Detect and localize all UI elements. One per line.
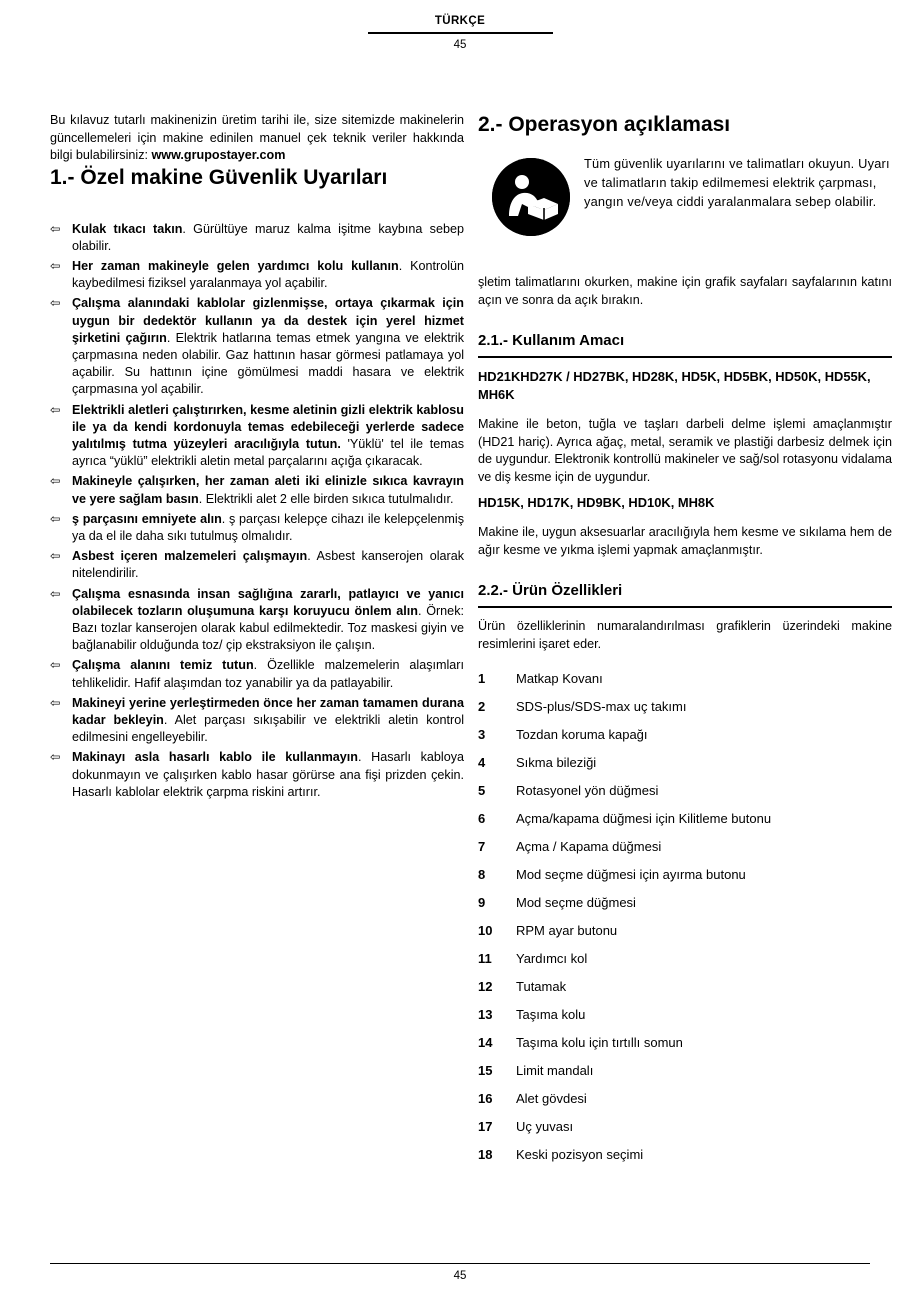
list-item [478,973,892,1001]
feature-label: Rotasyonel yön düğmesi [516,783,659,798]
page-header [0,14,920,52]
section-divider [478,356,892,358]
feature-number: 8 [478,867,486,882]
list-item [50,295,464,398]
product-features-list [478,665,892,1169]
model-group-2: HD15K, HD17K, HD9BK, HD10K, MH8K [478,495,715,510]
list-item [478,1057,892,1085]
feature-label: Uç yuvası [516,1119,574,1134]
feature-number: 2 [478,699,486,714]
intro-text: Bu kılavuz tutarlı makinenizin üretim tarihi ile, size sitemizde makinelerin güncellemeleri için makine edinilen manuel çek teknik veriler hakkında bilgi bulabilirsiniz: [50,113,464,162]
list-item [50,586,464,655]
feature-label: RPM ayar butonu [516,923,618,938]
list-item [50,258,464,292]
feature-number: 5 [478,783,486,798]
right-column [478,112,892,1169]
left-column [50,112,464,804]
section-2-title: 2.- Operasyon açıklaması [478,113,731,136]
intro-paragraph [50,112,464,165]
arrow-left-icon: ⇦ [50,221,61,236]
list-item [50,511,464,545]
list-item [478,889,892,917]
list-item [50,473,464,507]
footer-divider [50,1263,870,1265]
warning-lead: ş parçasını emniyete alın [72,511,222,526]
list-item [50,402,464,471]
header-language: TÜRKÇE [434,15,486,27]
feature-label: Tozdan koruma kapağı [516,727,648,742]
arrow-left-icon: ⇦ [50,586,61,601]
warning-lead: Çalışma esnasında insan sağlığına zararlı, patlayıcı ve yanıcı olabilecek tozların oluşumuna karşı koruyucu önlem alın [72,586,464,618]
warning-body: . Gürültüye maruz kalma işitme kaybına sebep olabilir. [72,221,464,253]
warning-lead: Çalışma alanındaki kablolar gizlenmişse, ortaya çıkarmak için uygun bir dedektör kullanın ya da destek için yerel hizmet şirketini çağırın [72,296,464,345]
feature-label: Mod seçme düğmesi için ayırma butonu [516,867,746,882]
list-item [50,749,464,801]
arrow-left-icon: ⇦ [50,258,61,273]
feature-number: 13 [478,1007,493,1022]
arrow-left-icon: ⇦ [50,750,61,765]
arrow-left-icon: ⇦ [50,402,61,417]
warning-body: . ş parçası kelepçe cihazı ile kelepçelenmiş ya da el ile daha sıkı tutulmuş olmalıdır. [72,511,464,543]
feature-number: 16 [478,1091,493,1106]
arrow-left-icon: ⇦ [50,474,61,489]
warning-text: Tüm güvenlik uyarılarını ve talimatları okuyun. Uyarı ve talimatların takip edilmemesi elektrik çarpması, yangın ve/veya ciddi yaralanmalara sebep olabilir. [584,156,890,209]
section-2-2-title: 2.2.- Ürün Özellikleri [478,582,623,599]
feature-label: SDS-plus/SDS-max uç takımı [516,699,687,714]
section-divider [478,606,892,608]
list-item [478,721,892,749]
warning-lead: Makineyle çalışırken, her zaman aleti iki elinizle sıkıca kavrayın ve yere sağlam basın [72,474,464,506]
warning-lead: Kulak tıkacı takın [72,221,183,236]
list-item [478,1029,892,1057]
arrow-left-icon: ⇦ [50,296,61,311]
feature-number: 10 [478,923,493,938]
features-intro-paragraph: Ürün özelliklerinin numaralandırılması grafiklerin üzerindeki makine resimlerini işaret eder. [478,619,892,651]
list-item [478,945,892,973]
footer-page-number: 45 [453,1270,467,1282]
feature-label: Keski pozisyon seçimi [516,1147,644,1162]
warning-lead: Çalışma alanını temiz tutun [72,658,254,673]
list-item [478,1113,892,1141]
list-item [50,548,464,582]
page-footer [0,1263,920,1284]
list-item [478,777,892,805]
feature-label: Sıkma bileziği [516,755,597,770]
list-item [478,693,892,721]
feature-number: 18 [478,1147,493,1162]
read-instructions-warning [478,154,892,262]
section-1-title: 1.- Özel makine Güvenlik Uyarıları [50,165,388,189]
feature-number: 15 [478,1063,493,1078]
arrow-left-icon: ⇦ [50,658,61,673]
feature-number: 1 [478,671,486,686]
arrow-left-icon: ⇦ [50,695,61,710]
header-divider [368,32,553,34]
feature-label: Yardımcı kol [516,951,588,966]
warning-lead: Asbest içeren malzemeleri çalışmayın [72,549,308,564]
feature-label: Açma/kapama düğmesi için Kilitleme butonu [516,811,772,826]
list-item [478,1001,892,1029]
feature-number: 14 [478,1035,493,1050]
warning-body: . Kontrolün kaybedilmesi fiziksel yaralanmaya yol açabilir. [72,258,464,291]
feature-number: 9 [478,895,486,910]
usage-paragraph-2: Makine ile, uygun aksesuarlar aracılığıyla hem kesme ve sıkılama hem de ağır kesme ve yıkma işlemi yapmak amaçlanmıştır. [478,525,892,557]
feature-number: 7 [478,839,486,854]
warning-body: . Örnek: Bazı tozlar kanserojen olarak kabul edilmektedir. Toz maskesi giyin ve bağlanabilir olduğunda toz/ çip ekstraksiyon ile çalışın. [72,603,464,653]
read-manual-warning-icon [492,158,570,236]
list-item [478,805,892,833]
feature-number: 4 [478,755,486,770]
feature-label: Taşıma kolu için tırtıllı somun [516,1035,683,1050]
feature-number: 3 [478,727,486,742]
feature-number: 11 [478,951,492,966]
header-page-number: 45 [453,39,467,51]
arrow-left-icon: ⇦ [50,511,61,526]
list-item [50,657,464,691]
arrow-left-icon: ⇦ [50,549,61,564]
feature-label: Alet gövdesi [516,1091,587,1106]
list-item [50,695,464,747]
list-item [478,1085,892,1113]
feature-number: 6 [478,811,486,826]
warning-body: 'Yüklü' tel ile temas ayrıca “yüklü” elektrikli aletin metal parçalarını açığa çıkaracak. [72,436,464,469]
warning-lead: Her zaman makineyle gelen yardımcı kolu kullanın [72,258,399,273]
warning-lead: Makinayı asla hasarlı kablo ile kullanmayın [72,750,358,765]
feature-label: Tutamak [516,979,567,994]
list-item [478,665,892,693]
warning-body: . Alet parçası sıkışabilir ve elektrikli aletin kontrol edilmesini engelleyebilir. [72,712,464,745]
feature-label: Taşıma kolu [516,1007,586,1022]
safety-warnings-list [50,221,464,802]
feature-number: 17 [478,1119,493,1134]
list-item [478,833,892,861]
list-item [50,221,464,255]
usage-paragraph-1: Makine ile beton, tuğla ve taşları darbeli delme işlemi amaçlanmıştır (HD21 hariç). Ayrıca ağaç, metal, seramik ve plastiği darbesiz delmek için de uygundur. Elektronik kontrollü makineler ve sağ/sol rotasyonu vidalama ve diş kesme için de uygundur. [478,417,892,484]
warning-body: . Elektrikli alet 2 elle birden sıkıca tutulmalıdır. [198,491,454,506]
feature-label: Limit mandalı [516,1063,594,1078]
warning-body: . Hasarlı kabloya dokunmayın ve çalışırken kablo hasar görürse ana fişi prizden çekin. Hasarlı kablolar elektrik çarpma riskini artırır. [72,750,464,799]
section-2-1-title: 2.1.- Kullanım Amacı [478,332,625,349]
model-group-1: HD21KHD27K / HD27BK, HD28K, HD5K, HD5BK, HD50K, HD55K, MH6K [478,369,871,402]
website-link[interactable]: www.grupostayer.com [151,148,286,162]
warning-lead: Makineyi yerine yerleştirmeden önce her zaman tamamen durana kadar bekleyin [72,695,464,727]
list-item [478,749,892,777]
warning-body: . Asbest kanserojen olarak nitelendirilir. [72,549,464,581]
feature-label: Mod seçme düğmesi [516,895,636,910]
warning-body: . Özellikle malzemelerin alaşımları tehlikelidir. Hafif alaşımdan toz yanabilir ya da patlayabilir. [72,658,464,690]
graphics-pages-paragraph: şletim talimatlarını okurken, makine için grafik sayfaları sayfalarının katını açın ve sonra da açık bırakın. [478,275,892,307]
feature-label: Matkap Kovanı [516,671,603,686]
warning-lead: Elektrikli aletleri çalıştırırken, kesme aletinin gizli elektrik kablosu ile ya da kendi kordonuyla temas edebileceği yerlerde sadece yalıtılmış tutma yüzeyleri aracılığıyla tutun. [72,402,464,451]
list-item [478,861,892,889]
feature-number: 12 [478,979,493,994]
list-item [478,917,892,945]
warning-body: . Elektrik hatlarına temas etmek yangına ve elektrik çarpmasına neden olabilir. Gaz hattının hasar görmesi patlamaya yol açabilir. Su hattının içine gömülmesi maddi hasara ve elektrik çarpmasına yol açabilir. [72,330,464,397]
feature-label: Açma / Kapama düğmesi [516,839,662,854]
list-item [478,1141,892,1169]
